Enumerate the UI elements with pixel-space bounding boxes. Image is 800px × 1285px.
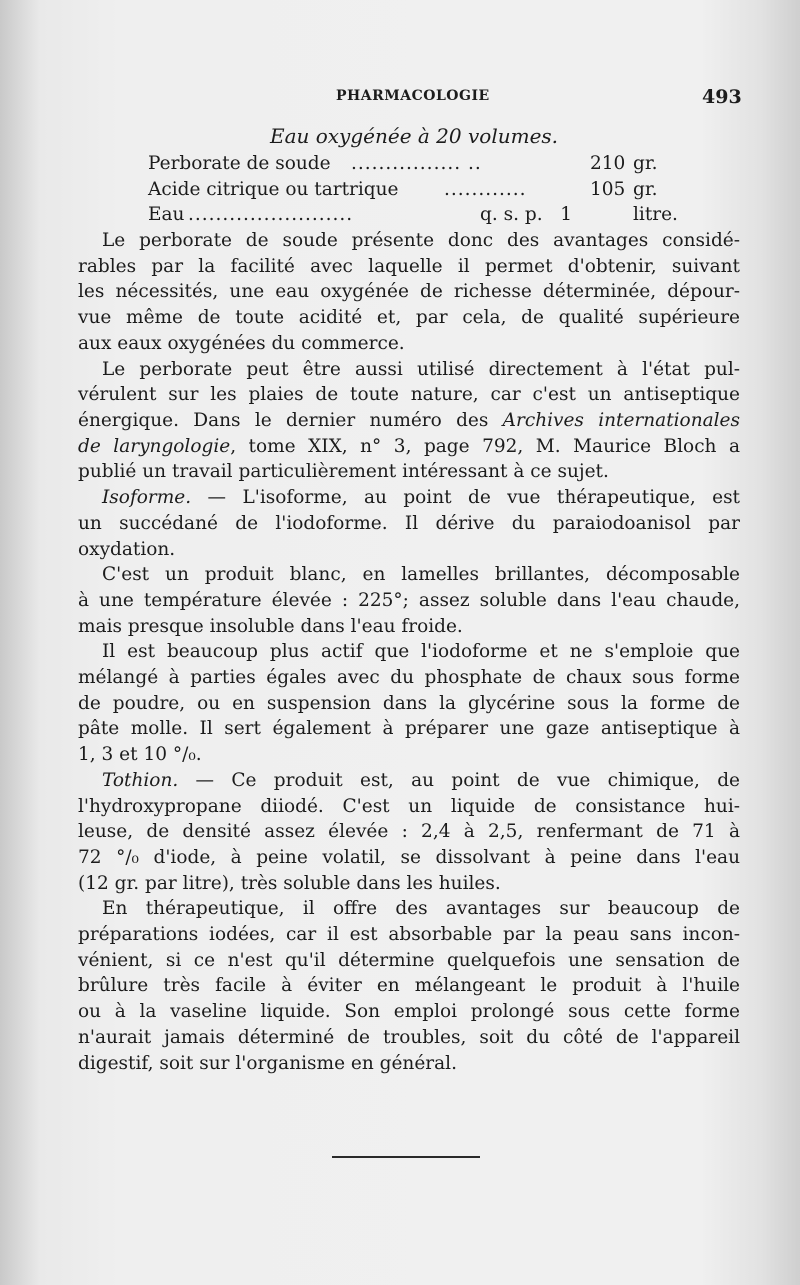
section-divider-rule <box>332 1156 480 1158</box>
text-line: publié un travail particulièrement intéressant à ce sujet. <box>78 461 609 483</box>
text-line: vérulent sur les plaies de toute nature, car c'est un antiseptique <box>78 384 740 406</box>
text-line: un succédané de l'iodoforme. Il dérive du paraiodoanisol par <box>78 512 740 534</box>
text-fragment: — Ce produit est, au point de vue chimique, de <box>178 769 740 791</box>
text-line: (12 gr. par litre), très soluble dans les huiles. <box>78 872 501 894</box>
formula-quantity: q. s. p. 1 <box>480 204 572 226</box>
formula-leader-dots: ........................ <box>188 204 354 226</box>
formula-row <box>78 202 740 228</box>
formula-ingredient: Eau <box>148 204 185 226</box>
text-line: à une température élevée : 225°; assez soluble dans l'eau chaude, <box>78 589 740 611</box>
text-line: C'est un produit blanc, en lamelles brillantes, décomposable <box>102 564 740 586</box>
text-line <box>78 768 740 794</box>
text-line: ou à la vaseline liquide. Son emploi prolongé sous cette forme <box>78 1001 740 1023</box>
text-line: aux eaux oxygénées du commerce. <box>78 332 405 354</box>
section-lead-tothion: Tothion. <box>102 769 179 791</box>
text-line: vue même de toute acidité et, par cela, de qualité supérieure <box>78 307 740 329</box>
paragraph-isoforme <box>78 485 740 562</box>
text-line: vénient, si ce n'est qu'il détermine quelquefois une sensation de <box>78 949 740 971</box>
formula-leader-dots: ............ <box>444 178 527 200</box>
page-number: 493 <box>702 86 742 108</box>
formula-row <box>78 151 740 177</box>
text-line: de poudre, ou en suspension dans la glycérine sous la forme de <box>78 692 740 714</box>
formula-unit: litre. <box>633 204 678 226</box>
paragraph-perborate-use <box>78 357 740 486</box>
formula-leader-dots: ................ .. <box>351 153 482 174</box>
formula-unit: gr. <box>633 153 658 174</box>
text-line: leuse, de densité assez élevée : 2,4 à 2,5, renfermant de 71 à <box>78 821 740 843</box>
formula-unit: gr. <box>633 178 658 200</box>
formula-title: Eau oxygénée à 20 volumes. <box>269 124 559 148</box>
text-line <box>78 434 740 460</box>
text-line: oxydation. <box>78 538 176 560</box>
text-line: 72 °/₀ d'iode, à peine volatil, se dissolvant à peine dans l'eau <box>78 846 740 868</box>
formula-quantity: 105 <box>590 178 626 200</box>
text-line: En thérapeutique, il offre des avantages sur beaucoup de <box>102 898 740 920</box>
text-line: pâte molle. Il sert également à préparer une gaze antiseptique à <box>78 718 740 740</box>
text-line: rables par la facilité avec laquelle il permet d'obtenir, suivant <box>78 255 740 277</box>
text-line: l'hydroxypropane diiodé. C'est un liquide de consistance hui- <box>78 795 740 817</box>
formula-ingredient: Perborate de soude <box>148 153 331 174</box>
text-fragment: , tome XIX, n° 3, page 792, M. Maurice Bloch a <box>230 435 740 457</box>
text-line: n'aurait jamais déterminé de troubles, soit du côté de l'appareil <box>78 1026 740 1048</box>
text-fragment: énergique. Dans le dernier numéro des <box>78 409 489 431</box>
text-line: Le perborate de soude présente donc des avantages considé- <box>102 230 740 252</box>
running-head <box>0 86 800 110</box>
formula-quantity: 210 <box>590 153 626 174</box>
text-line: mélangé à parties égales avec du phosphate de chaux sous forme <box>78 667 740 689</box>
paragraph-tothion-therapeutics <box>78 896 740 1076</box>
text-line <box>78 485 740 511</box>
running-title: PHARMACOLOGIE <box>336 88 490 104</box>
paragraph-isoforme-properties <box>78 562 740 639</box>
paragraph-perborate <box>78 228 740 357</box>
body-text <box>78 124 740 1076</box>
text-line: les nécessités, une eau oxygénée de richesse déterminée, dépour- <box>78 281 740 303</box>
text-line: brûlure très facile à éviter en mélangeant le produit à l'huile <box>78 975 740 997</box>
formula-ingredient: Acide citrique ou tartrique <box>148 178 399 200</box>
text-line <box>78 408 740 434</box>
formula-row <box>78 177 740 203</box>
journal-title: Archives internationales <box>502 409 740 431</box>
journal-title-continued: de laryngologie <box>78 435 231 457</box>
text-line: Il est beaucoup plus actif que l'iodoforme et ne s'emploie que <box>102 641 740 663</box>
text-line: digestif, soit sur l'organisme en général. <box>78 1052 457 1074</box>
text-line: préparations iodées, car il est absorbable par la peau sans incon- <box>78 924 740 946</box>
paragraph-tothion <box>78 768 740 897</box>
text-line: Le perborate peut être aussi utilisé directement à l'état pul- <box>102 358 740 380</box>
paragraph-isoforme-use <box>78 639 740 768</box>
text-fragment: — L'isoforme, au point de vue thérapeutique, est <box>191 487 740 509</box>
section-lead-isoforme: Isoforme. <box>102 487 192 509</box>
text-line: 1, 3 et 10 °/₀. <box>78 744 202 766</box>
text-line: mais presque insoluble dans l'eau froide. <box>78 615 463 637</box>
